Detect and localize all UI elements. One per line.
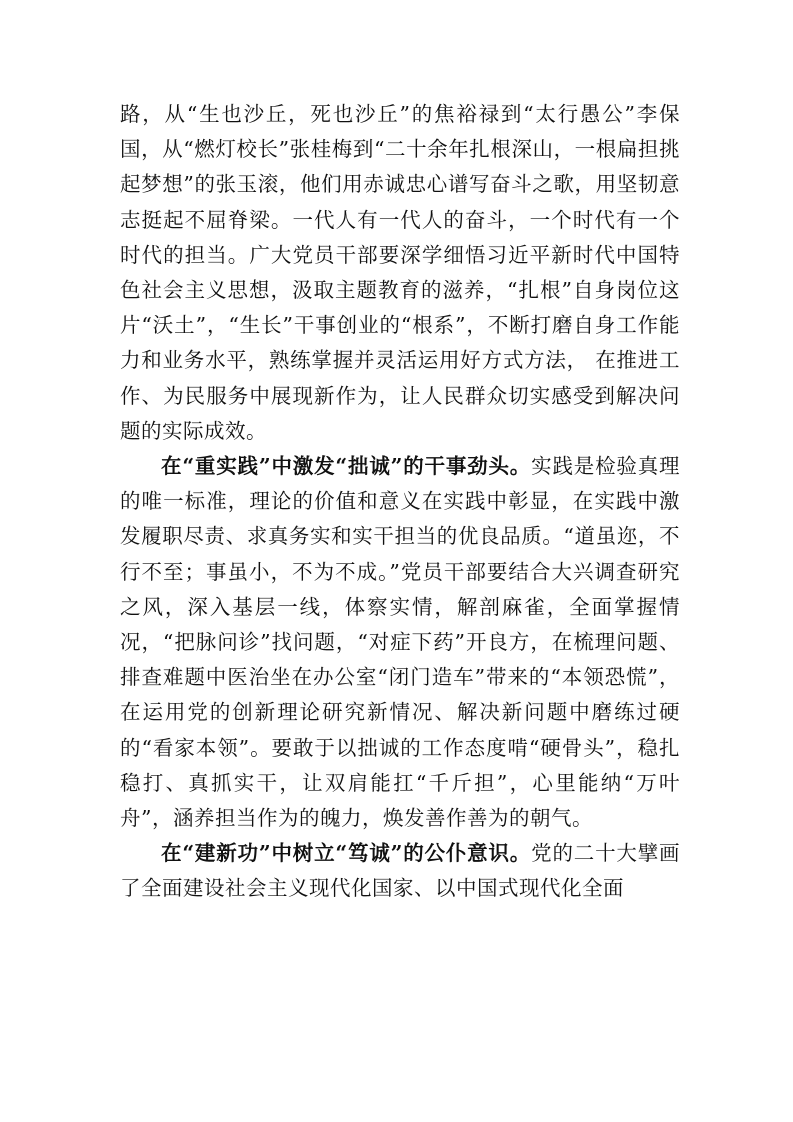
paragraph-body: 实践是检验真理的唯一标准，理论的价值和意义在实践中彰显，在实践中激发履职尽责、求真务实和实干担当的优良品质。“道虽迩，不行不至；事虽小，不为不成。”党员干部要结合大兴调查研究之风，深入基层一线，体察实情，解剖麻雀，全面掌握情况，“把脉问诊”找问题，“对症下药”开良方，在梳理问题、排查难题中医治坐在办公室“闭门造车”带来的“本领恐慌”，在运用党的创新理论研究新情况、解决新问题中磨练过硬的“看家本领”。要敢于以拙诚的工作态度啃“硬骨头”，稳扎稳打、真抓实干，让双肩能扛“千斤担”，心里能纳“万叶舟”，涵养担当作为的魄力，焕发善作善为的朝气。: [120, 454, 681, 831]
paragraph-body: 党的二十大擘画了全面建设社会主义现代化国家、以中国式现代化全面: [120, 841, 681, 901]
paragraph-new-merit: [120, 836, 680, 906]
paragraph-lead: 在“建新功”中树立“笃诚”的公仆意识。: [161, 841, 532, 866]
paragraph-lead: 在“重实践”中激发“拙诚”的干事劲头。: [161, 454, 532, 479]
paragraph-practice: [120, 449, 680, 836]
paragraph-body: 路，从“生也沙丘，死也沙丘”的焦裕禄到“太行愚公”李保国，从“燃灯校长”张桂梅到“二十余年扎根深山，一根扁担挑起梦想”的张玉滚，他们用赤诚忠心谱写奋斗之歌，用坚韧意志挺起不屈脊梁。一代人有一代人的奋斗，一个时代有一个时代的担当。广大党员干部要深学细悟习近平新时代中国特色社会主义思想，汲取主题教育的滋养，“扎根”自身岗位这片“沃土”，“生长”干事创业的“根系”，不断打磨自身工作能力和业务水平，熟练掌握并灵活运用好方式方法， 在推进工作、为民服务中展现新作为，让人民群众切实感受到解决问题的实际成效。: [120, 102, 680, 443]
paragraph-continued: [120, 97, 680, 449]
body-text: [120, 97, 680, 907]
